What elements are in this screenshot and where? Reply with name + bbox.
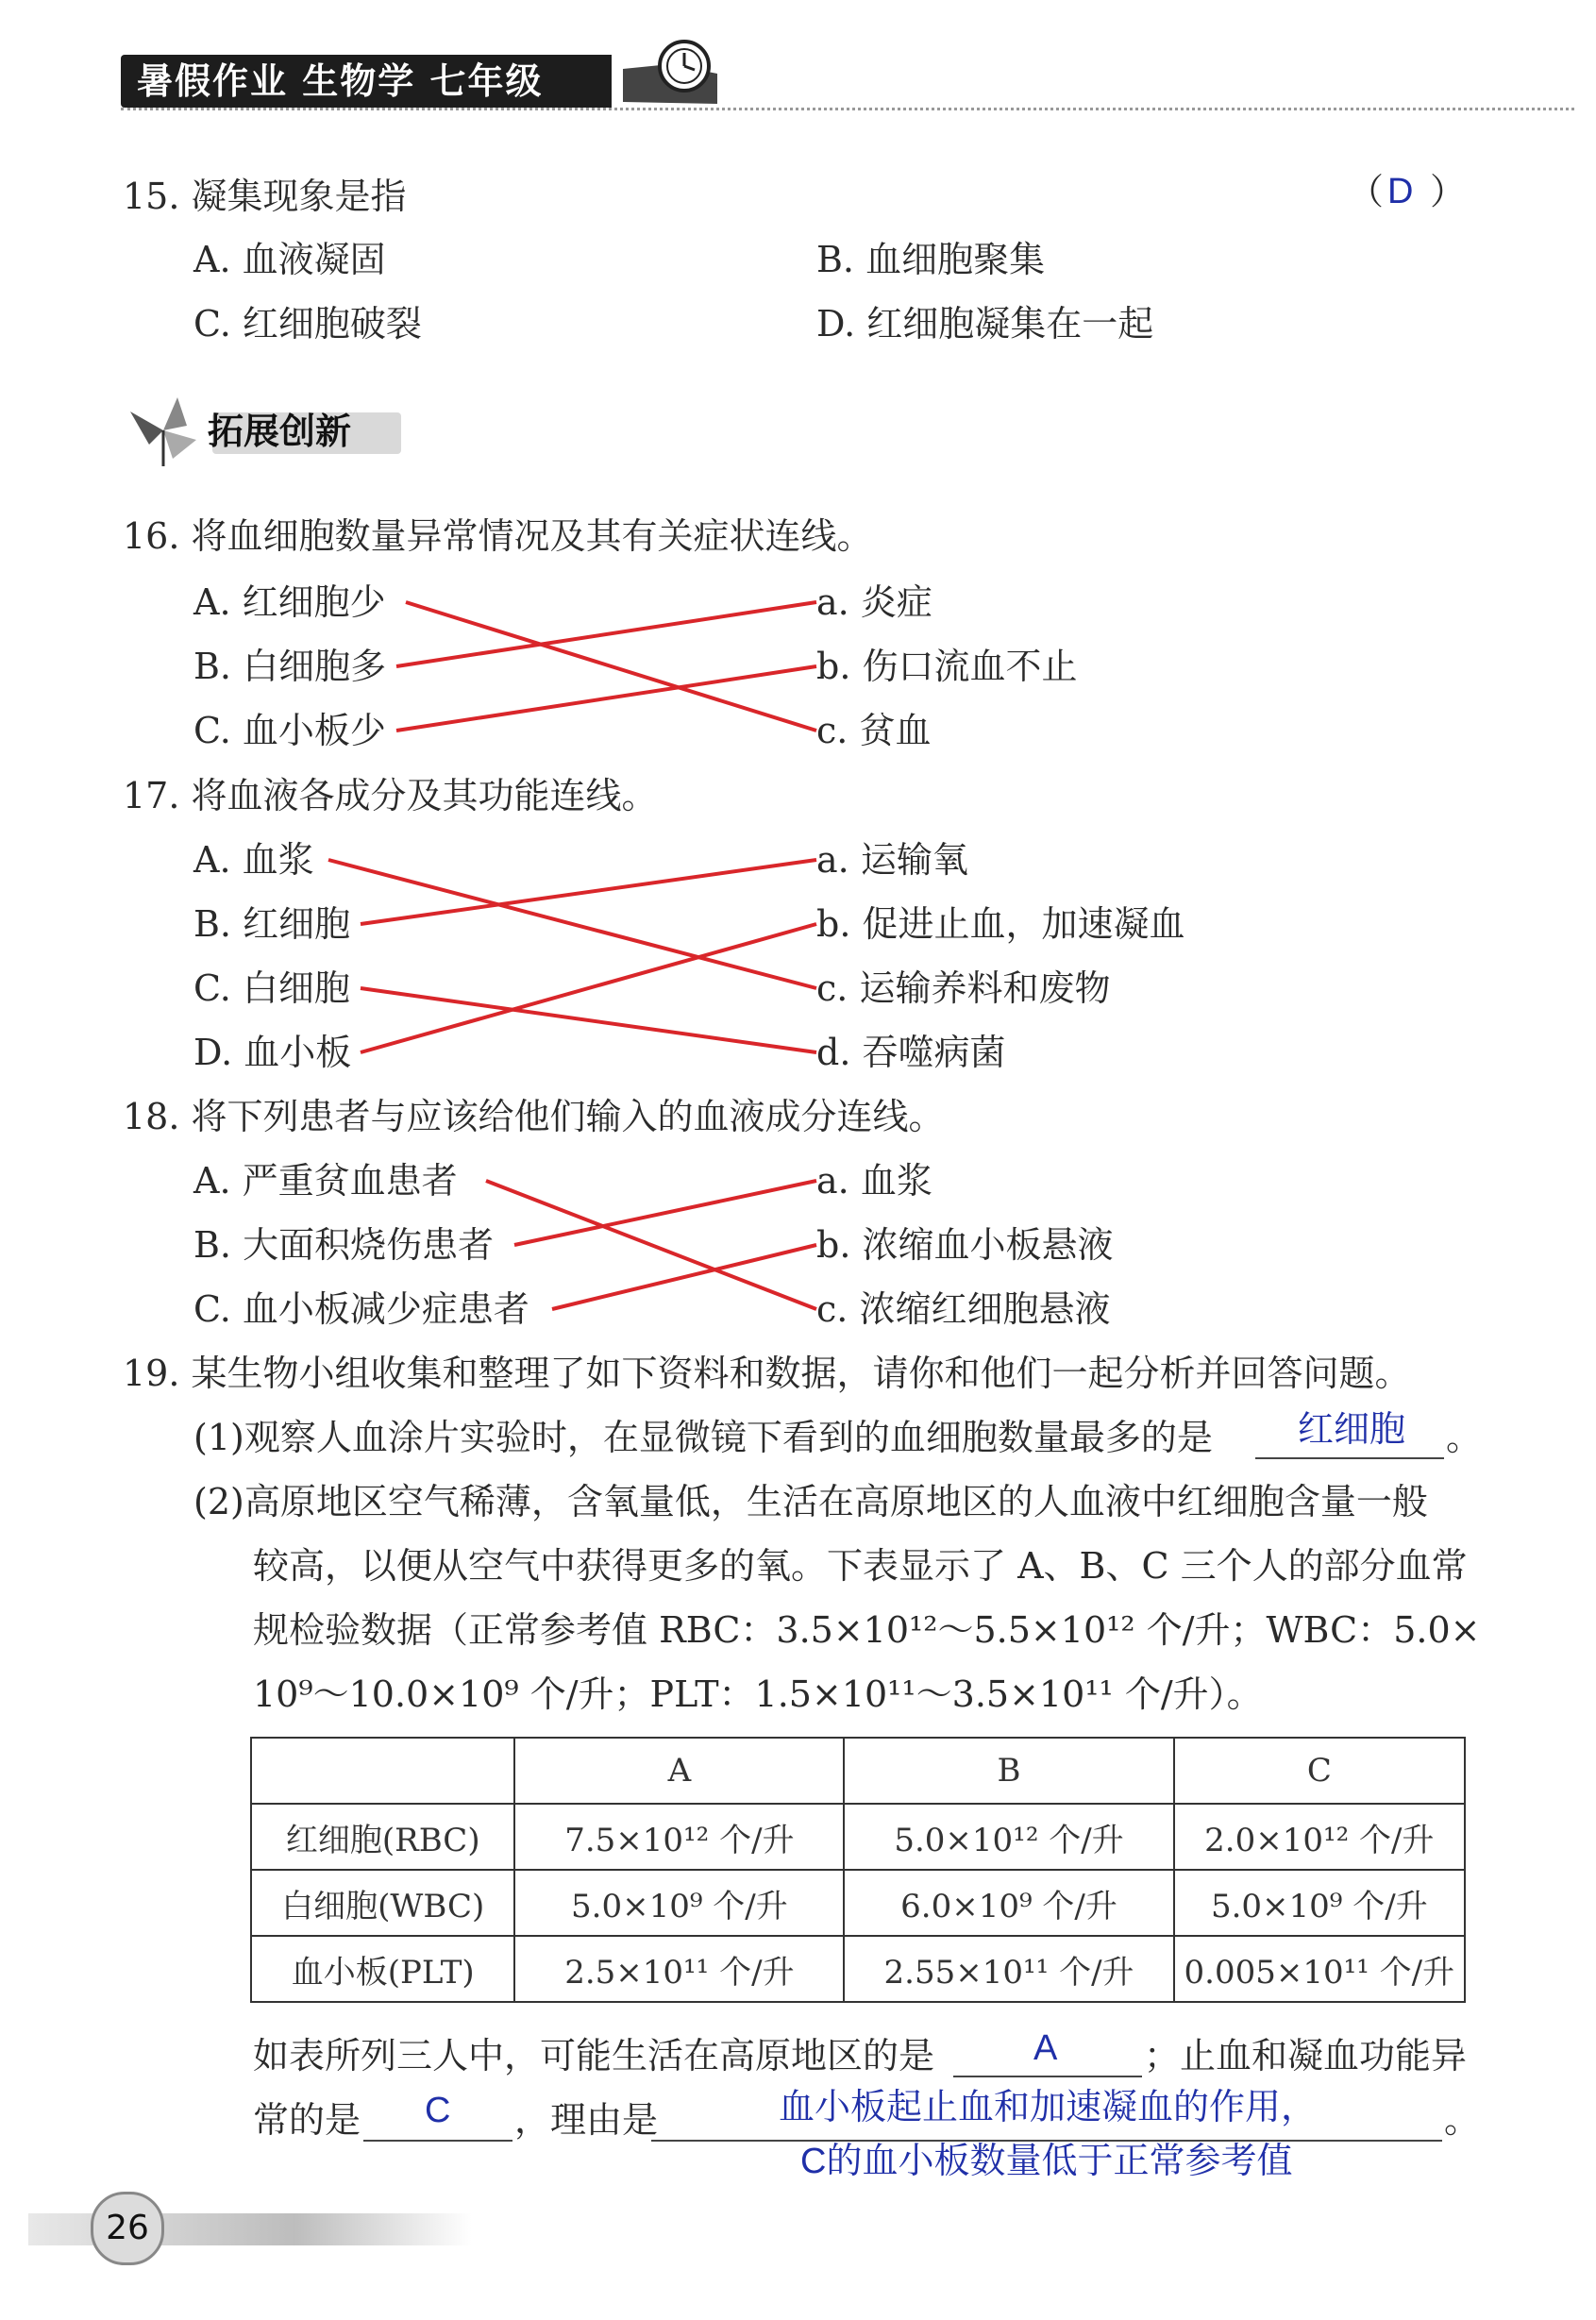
table-cell: 2.5×10¹¹ 个/升 [514,1936,844,2002]
q17-right-item: a. 运输氧 [816,839,968,881]
table-cell: 血小板(PLT) [251,1936,514,2002]
q19-reason-answer-line1: 血小板起止血和加速凝血的作用， [779,2088,1318,2127]
q18-match-line [514,1181,816,1245]
table-row [251,1870,1465,1936]
q17-left-item: A. 血浆 [193,839,314,881]
q17-left-item: D. 血小板 [193,1032,352,1073]
q15-answer: D [1387,172,1414,211]
table-cell: 2.0×10¹² 个/升 [1174,1804,1465,1870]
q18-match-line [552,1245,816,1309]
page-number: 26 [91,2192,164,2265]
q17-left-item: C. 白细胞 [193,967,350,1009]
q19-part2-line: (2)高原地区空气稀薄，含氧量低，生活在高原地区的人血液中红细胞含量一般 [193,1481,1428,1522]
q19-question-line1-b: ；止血和凝血功能异 [1144,2035,1468,2076]
table-cell: 红细胞(RBC) [251,1804,514,1870]
table-cell: 5.0×10⁹ 个/升 [1174,1870,1465,1936]
q18-left-item: C. 血小板减少症患者 [193,1288,529,1330]
table-row [251,1804,1465,1870]
q19-part2-line: 10⁹～10.0×10⁹ 个/升；PLT：1.5×10¹¹～3.5×10¹¹ 个/升）。 [253,1673,1263,1715]
q19-question-line2-b: ，理由是 [514,2099,659,2141]
q19-part2-line: 较高，以便从空气中获得更多的氧。下表显示了 A、B、C 三个人的部分血常 [253,1545,1468,1587]
q16-right-item: c. 贫血 [816,710,932,751]
q17-match-line [361,988,816,1052]
q15-stem: 15. 凝集现象是指 [123,176,407,217]
q15-option-d: D. 红细胞凝集在一起 [816,303,1154,345]
q19-part1-answer: 红细胞 [1298,1410,1406,1450]
q17-left-item: B. 红细胞 [193,903,351,945]
q18-left-item: A. 严重贫血患者 [193,1160,458,1202]
q19-question-line1: 如表所列三人中，可能生活在高原地区的是 [253,2035,935,2076]
page-header-title: 暑假作业 生物学 七年级 [137,60,544,102]
q18-right-item: a. 血浆 [816,1160,932,1202]
q19-part1-text: (1)观察人血涂片实验时，在显微镜下看到的血细胞数量最多的是 [193,1417,1213,1458]
table-header-cell: C [1174,1738,1465,1804]
q17-right-item: c. 运输养料和废物 [816,967,1111,1009]
q15-option-a: A. 血液凝固 [193,239,386,280]
q15-paren-open: （ [1348,171,1385,212]
table-cell: 6.0×10⁹ 个/升 [844,1870,1173,1936]
q19-question-end: 。 [1444,2099,1481,2141]
q16-left-item: A. 红细胞少 [193,581,386,623]
q17-right-item: d. 吞噬病菌 [816,1032,1006,1073]
table-header-cell: B [844,1738,1173,1804]
q19-part1-blank [1255,1457,1444,1459]
q19-part1-end: 。 [1446,1417,1483,1458]
table-cell: 5.0×10¹² 个/升 [844,1804,1173,1870]
q18-right-item: b. 浓缩血小板悬液 [816,1224,1114,1266]
q16-right-item: b. 伤口流血不止 [816,646,1078,687]
q16-stem: 16. 将血细胞数量异常情况及其有关症状连线。 [123,515,873,557]
table-cell: 0.005×10¹¹ 个/升 [1174,1936,1465,2002]
q19-part2-line: 规检验数据（正常参考值 RBC：3.5×10¹²～5.5×10¹² 个/升；WBC：5.0× [253,1609,1481,1651]
q19-highland-blank [953,2076,1142,2077]
table-cell: 5.0×10⁹ 个/升 [514,1870,844,1936]
q16-left-item: B. 白细胞多 [193,646,387,687]
table-header-cell: A [514,1738,844,1804]
q19-abnormal-blank [363,2140,512,2142]
q17-stem: 17. 将血液各成分及其功能连线。 [123,775,658,816]
blood-test-table [250,1737,1466,2003]
q16-match-line [406,602,816,731]
q15-option-b: B. 血细胞聚集 [816,239,1046,280]
q19-abnormal-answer: C [425,2091,451,2130]
q16-left-item: C. 血小板少 [193,710,386,751]
table-cell: 2.55×10¹¹ 个/升 [844,1936,1173,2002]
q18-left-item: B. 大面积烧伤患者 [193,1224,495,1266]
q19-stem: 19. 某生物小组收集和整理了如下资料和数据，请你和他们一起分析并回答问题。 [123,1353,1411,1394]
q19-question-line2: 常的是 [253,2099,361,2141]
table-cell: 白细胞(WBC) [251,1870,514,1936]
q16-match-line [396,666,816,731]
q17-match-line [361,924,816,1052]
section-title: 拓展创新 [208,411,352,452]
table-row [251,1936,1465,2002]
table-header-row [251,1738,1465,1804]
q19-reason-answer-line2: C的血小板数量低于正常参考值 [800,2142,1293,2181]
q16-right-item: a. 炎症 [816,581,932,623]
q18-right-item: c. 浓缩红细胞悬液 [816,1288,1111,1330]
table-cell: 7.5×10¹² 个/升 [514,1804,844,1870]
q17-right-item: b. 促进止血，加速凝血 [816,903,1185,945]
q17-match-line [328,860,816,988]
q16-match-line [396,602,816,666]
table-header-cell [251,1738,514,1804]
q15-option-c: C. 红细胞破裂 [193,303,422,345]
q18-stem: 18. 将下列患者与应该给他们输入的血液成分连线。 [123,1096,945,1137]
q19-highland-answer: A [1033,2028,1058,2068]
q18-match-line [486,1181,816,1309]
q17-match-line [361,860,816,924]
q15-paren-close: ） [1430,171,1467,212]
